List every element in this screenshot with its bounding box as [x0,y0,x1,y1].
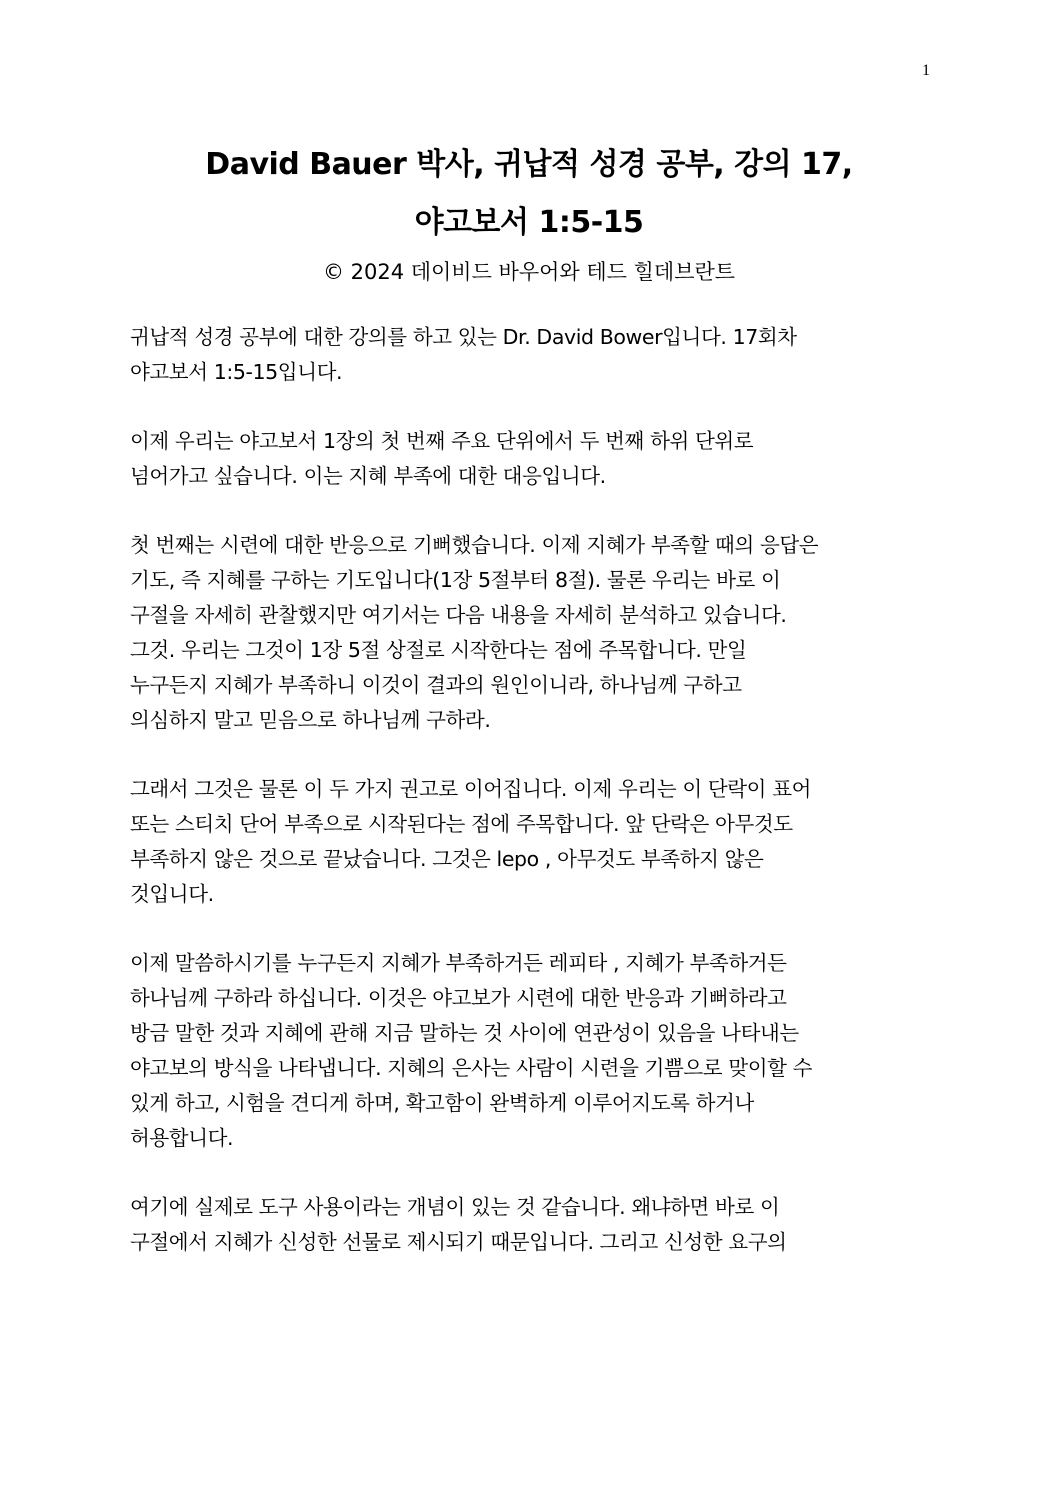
title-block [0,136,1058,290]
text-line: 그래서 그것은 물론 이 두 가지 권고로 이어집니다. 이제 우리는 이 단락이 표어 [130,777,812,801]
page-number: 1 [922,62,930,79]
paragraph [130,1190,930,1260]
document-title-line-1: David Bauer 박사, 귀납적 성경 공부, 강의 17, [205,147,853,182]
text-line: 방금 말한 것과 지혜에 관해 지금 말하는 것 사이에 연관성이 있음을 나타내는 [130,1021,799,1045]
text-line: 기도, 즉 지혜를 구하는 기도입니다(1장 5절부터 8절). 물론 우리는 바로 이 [130,568,781,592]
text-line: 첫 번째는 시련에 대한 반응으로 기뻐했습니다. 이제 지혜가 부족할 때의 응답은 [130,533,819,557]
paragraph [130,320,930,390]
text-line: 또는 스티치 단어 부족으로 시작된다는 점에 주목합니다. 앞 단락은 아무것도 [130,812,793,836]
text-line: 구절을 자세히 관찰했지만 여기서는 다음 내용을 자세히 분석하고 있습니다. [130,603,787,627]
document-body [130,320,930,1294]
copyright-notice: © 2024 데이비드 바우어와 테드 힐데브란트 [322,260,736,284]
text-line: 의심하지 말고 믿음으로 하나님께 구하라. [130,708,491,732]
text-line: 부족하지 않은 것으로 끝났습니다. 그것은 lepo , 아무것도 부족하지 않은 [130,847,764,871]
text-line: 이제 말씀하시기를 누구든지 지혜가 부족하거든 레피타 , 지혜가 부족하거든 [130,951,787,975]
text-line: 구절에서 지혜가 신성한 선물로 제시되기 때문입니다. 그리고 신성한 요구의 [130,1230,787,1254]
text-line: 야고보의 방식을 나타냅니다. 지혜의 은사는 사람이 시련을 기쁨으로 맞이할 수 [130,1056,813,1080]
text-line: 누구든지 지혜가 부족하니 이것이 결과의 원인이니라, 하나님께 구하고 [130,673,742,697]
text-line: 야고보서 1:5-15입니다. [130,360,343,384]
text-line: 허용합니다. [130,1126,234,1150]
text-line: 있게 하고, 시험을 견디게 하며, 확고함이 완벽하게 이루어지도록 하거나 [130,1091,754,1115]
paragraph [130,424,930,494]
text-line: 하나님께 구하라 하십니다. 이것은 야고보가 시련에 대한 반응과 기뻐하라고 [130,986,787,1010]
document-title-line-2: 야고보서 1:5-15 [414,205,644,240]
text-line: 그것. 우리는 그것이 1장 5절 상절로 시작한다는 점에 주목합니다. 만일 [130,638,747,662]
text-line: 이제 우리는 야고보서 1장의 첫 번째 주요 단위에서 두 번째 하위 단위로 [130,429,754,453]
paragraph [130,528,930,738]
text-line: 넘어가고 싶습니다. 이는 지혜 부족에 대한 대응입니다. [130,464,606,488]
text-line: 귀납적 성경 공부에 대한 강의를 하고 있는 Dr. David Bower입니다. 17회차 [130,325,797,349]
text-line: 여기에 실제로 도구 사용이라는 개념이 있는 것 같습니다. 왜냐하면 바로 이 [130,1195,780,1219]
paragraph [130,946,930,1156]
paragraph [130,772,930,912]
text-line: 것입니다. [130,882,214,906]
